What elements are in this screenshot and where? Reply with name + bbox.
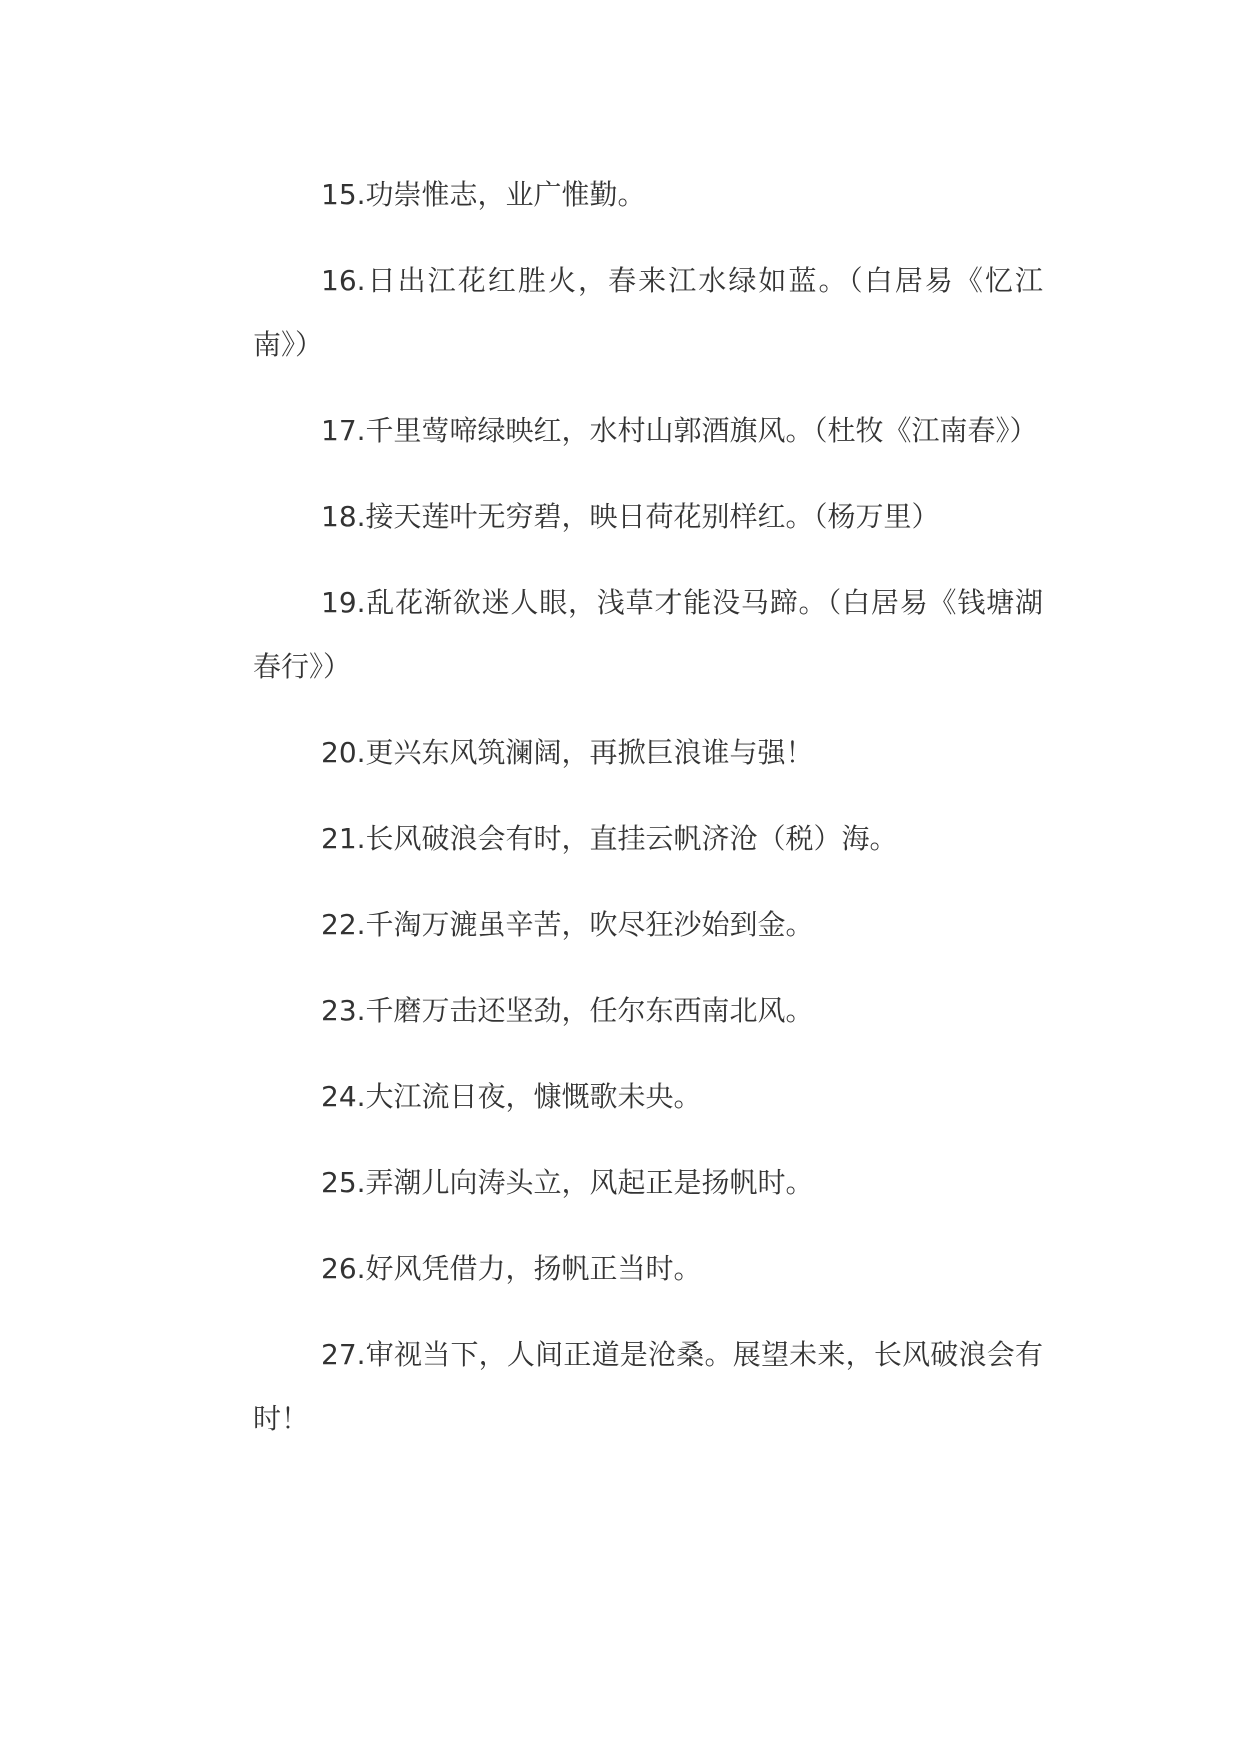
- quote-15: 15.功崇惟志，业广惟勤。: [321, 178, 646, 211]
- quote-19: 19.乱花渐欲迷人眼，浅草才能没马蹄。（白居易《钱塘湖春行》）: [253, 586, 1043, 683]
- quote-16: 16.日出江花红胜火，春来江水绿如蓝。（白居易《忆江南》）: [253, 264, 1043, 361]
- quote-27: 27.审视当下，人间正道是沧桑。展望未来，长风破浪会有时！: [253, 1338, 1043, 1435]
- quote-26: 26.好风凭借力，扬帆正当时。: [321, 1252, 702, 1285]
- quote-17: 17.千里莺啼绿映红，水村山郭酒旗风。（杜牧《江南春》）: [321, 414, 1038, 447]
- quote-18: 18.接天莲叶无穷碧，映日荷花别样红。（杨万里）: [321, 500, 940, 533]
- quote-23: 23.千磨万击还坚劲，任尔东西南北风。: [321, 994, 814, 1027]
- quote-22: 22.千淘万漉虽辛苦，吹尽狂沙始到金。: [321, 908, 814, 941]
- quote-24: 24.大江流日夜，慷慨歌未央。: [321, 1080, 702, 1113]
- quote-20: 20.更兴东风筑澜阔，再掀巨浪谁与强！: [321, 736, 814, 769]
- quote-25: 25.弄潮儿向涛头立，风起正是扬帆时。: [321, 1166, 814, 1199]
- document-page: [253, 163, 1043, 1473]
- quote-21: 21.长风破浪会有时，直挂云帆济沧（税）海。: [321, 822, 898, 855]
